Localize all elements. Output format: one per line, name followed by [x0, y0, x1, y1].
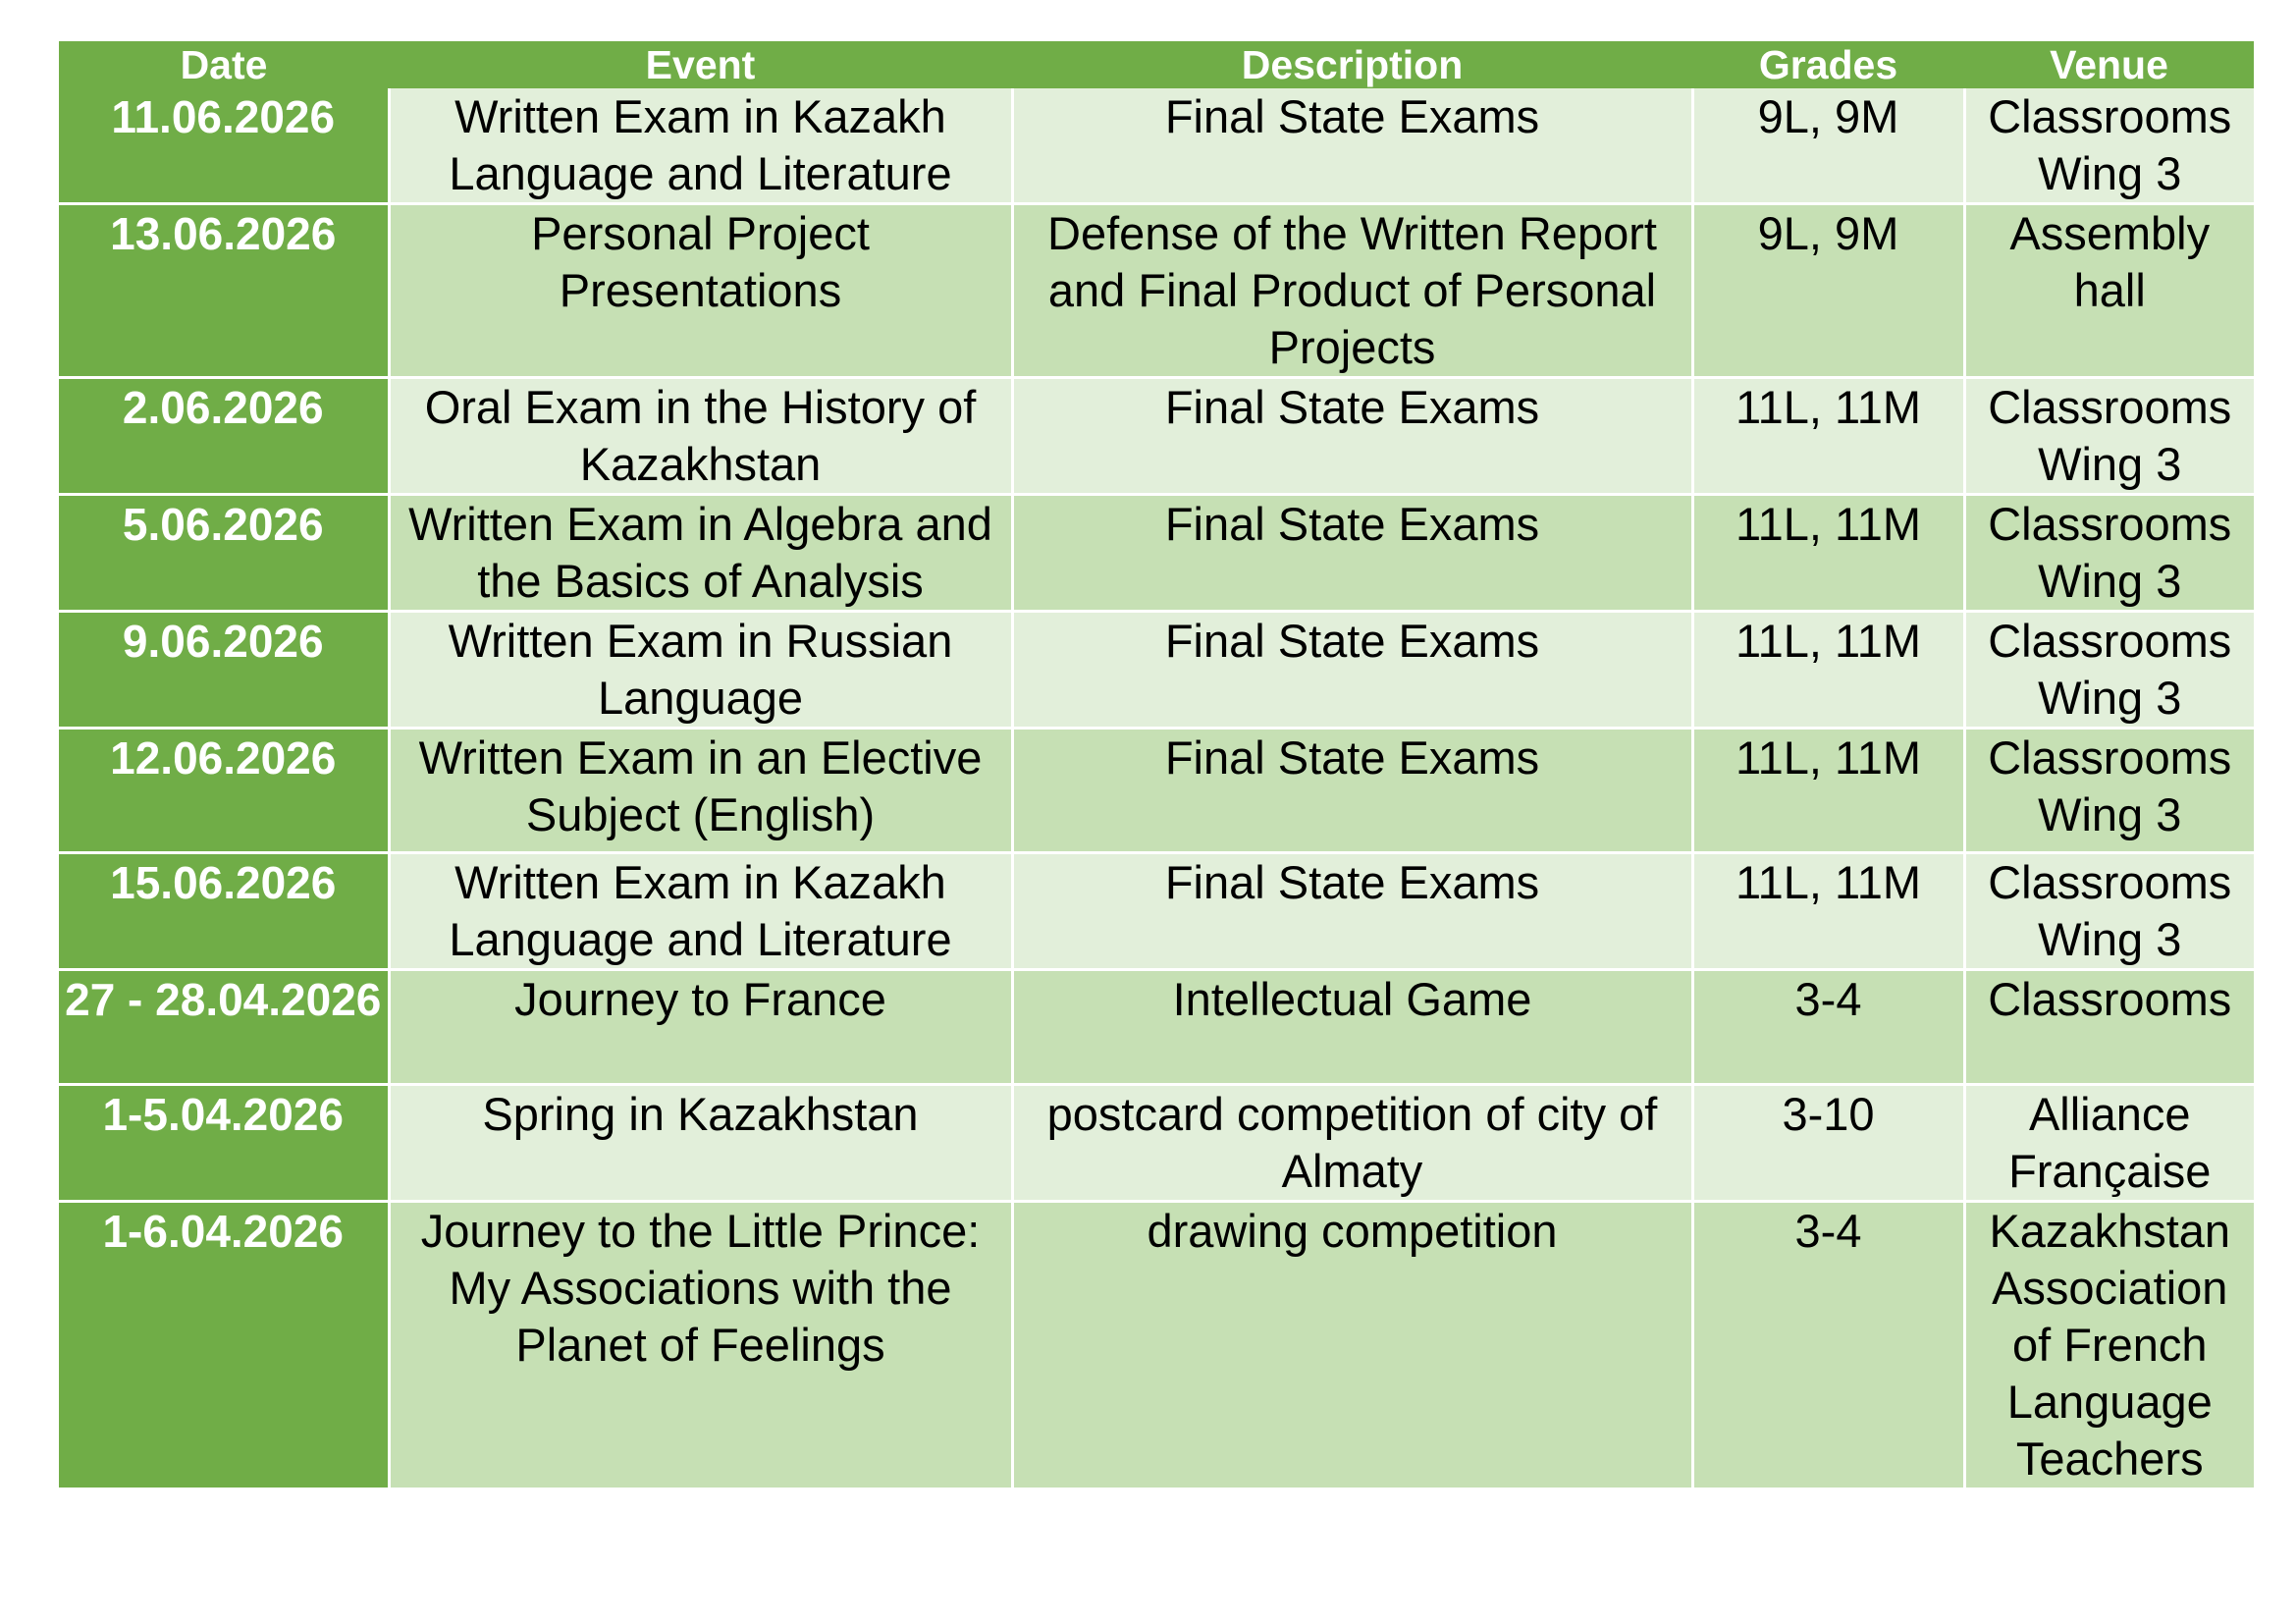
schedule-page [59, 41, 2254, 1488]
venue-cell: Classrooms Wing 3 [1964, 378, 2254, 495]
event-cell: Personal Project Presentations [389, 204, 1012, 378]
description-cell: Final State Exams [1012, 729, 1692, 853]
table-body [59, 88, 2254, 1488]
table-header [59, 41, 2254, 88]
grades-cell: 11L, 11M [1692, 378, 1964, 495]
date-cell: 11.06.2026 [59, 88, 389, 204]
description-cell: Final State Exams [1012, 853, 1692, 970]
grades-cell: 11L, 11M [1692, 853, 1964, 970]
grades-cell: 3-10 [1692, 1085, 1964, 1202]
description-cell: Final State Exams [1012, 88, 1692, 204]
grades-cell: 3-4 [1692, 970, 1964, 1085]
grades-cell: 9L, 9M [1692, 204, 1964, 378]
date-cell: 9.06.2026 [59, 612, 389, 729]
grades-cell: 9L, 9M [1692, 88, 1964, 204]
venue-cell: Classrooms Wing 3 [1964, 729, 2254, 853]
date-cell: 15.06.2026 [59, 853, 389, 970]
table-row [59, 853, 2254, 970]
table-row [59, 88, 2254, 204]
description-cell: Final State Exams [1012, 612, 1692, 729]
venue-cell: Classrooms [1964, 970, 2254, 1085]
venue-cell: Classrooms Wing 3 [1964, 495, 2254, 612]
grades-cell: 3-4 [1692, 1202, 1964, 1488]
date-cell: 27 - 28.04.2026 [59, 970, 389, 1085]
event-cell: Spring in Kazakhstan [389, 1085, 1012, 1202]
description-cell: drawing competition [1012, 1202, 1692, 1488]
column-header-date: Date [59, 41, 389, 88]
grades-cell: 11L, 11M [1692, 495, 1964, 612]
venue-cell: Kazakhstan Association of French Language Teachers [1964, 1202, 2254, 1488]
column-header-event: Event [389, 41, 1012, 88]
table-row [59, 1085, 2254, 1202]
event-cell: Journey to the Little Prince: My Associations with the Planet of Feelings [389, 1202, 1012, 1488]
date-cell: 12.06.2026 [59, 729, 389, 853]
event-cell: Written Exam in Kazakh Language and Literature [389, 853, 1012, 970]
venue-cell: Classrooms Wing 3 [1964, 612, 2254, 729]
header-row [59, 41, 2254, 88]
venue-cell: Classrooms Wing 3 [1964, 88, 2254, 204]
venue-cell: Classrooms Wing 3 [1964, 853, 2254, 970]
date-cell: 13.06.2026 [59, 204, 389, 378]
column-header-venue: Venue [1964, 41, 2254, 88]
table-row [59, 378, 2254, 495]
table-row [59, 204, 2254, 378]
event-cell: Journey to France [389, 970, 1012, 1085]
event-cell: Written Exam in Algebra and the Basics of Analysis [389, 495, 1012, 612]
description-cell: Intellectual Game [1012, 970, 1692, 1085]
date-cell: 1-6.04.2026 [59, 1202, 389, 1488]
date-cell: 1-5.04.2026 [59, 1085, 389, 1202]
grades-cell: 11L, 11M [1692, 729, 1964, 853]
table-row [59, 612, 2254, 729]
event-cell: Written Exam in an Elective Subject (English) [389, 729, 1012, 853]
table-row [59, 1202, 2254, 1488]
event-cell: Written Exam in Russian Language [389, 612, 1012, 729]
venue-cell: Assembly hall [1964, 204, 2254, 378]
description-cell: Final State Exams [1012, 378, 1692, 495]
event-cell: Oral Exam in the History of Kazakhstan [389, 378, 1012, 495]
table-row [59, 729, 2254, 853]
table-row [59, 970, 2254, 1085]
events-schedule-table [59, 41, 2254, 1488]
venue-cell: Alliance Française [1964, 1085, 2254, 1202]
column-header-grades: Grades [1692, 41, 1964, 88]
description-cell: Final State Exams [1012, 495, 1692, 612]
event-cell: Written Exam in Kazakh Language and Literature [389, 88, 1012, 204]
date-cell: 2.06.2026 [59, 378, 389, 495]
description-cell: postcard competition of city of Almaty [1012, 1085, 1692, 1202]
description-cell: Defense of the Written Report and Final Product of Personal Projects [1012, 204, 1692, 378]
table-row [59, 495, 2254, 612]
column-header-description: Description [1012, 41, 1692, 88]
grades-cell: 11L, 11M [1692, 612, 1964, 729]
date-cell: 5.06.2026 [59, 495, 389, 612]
